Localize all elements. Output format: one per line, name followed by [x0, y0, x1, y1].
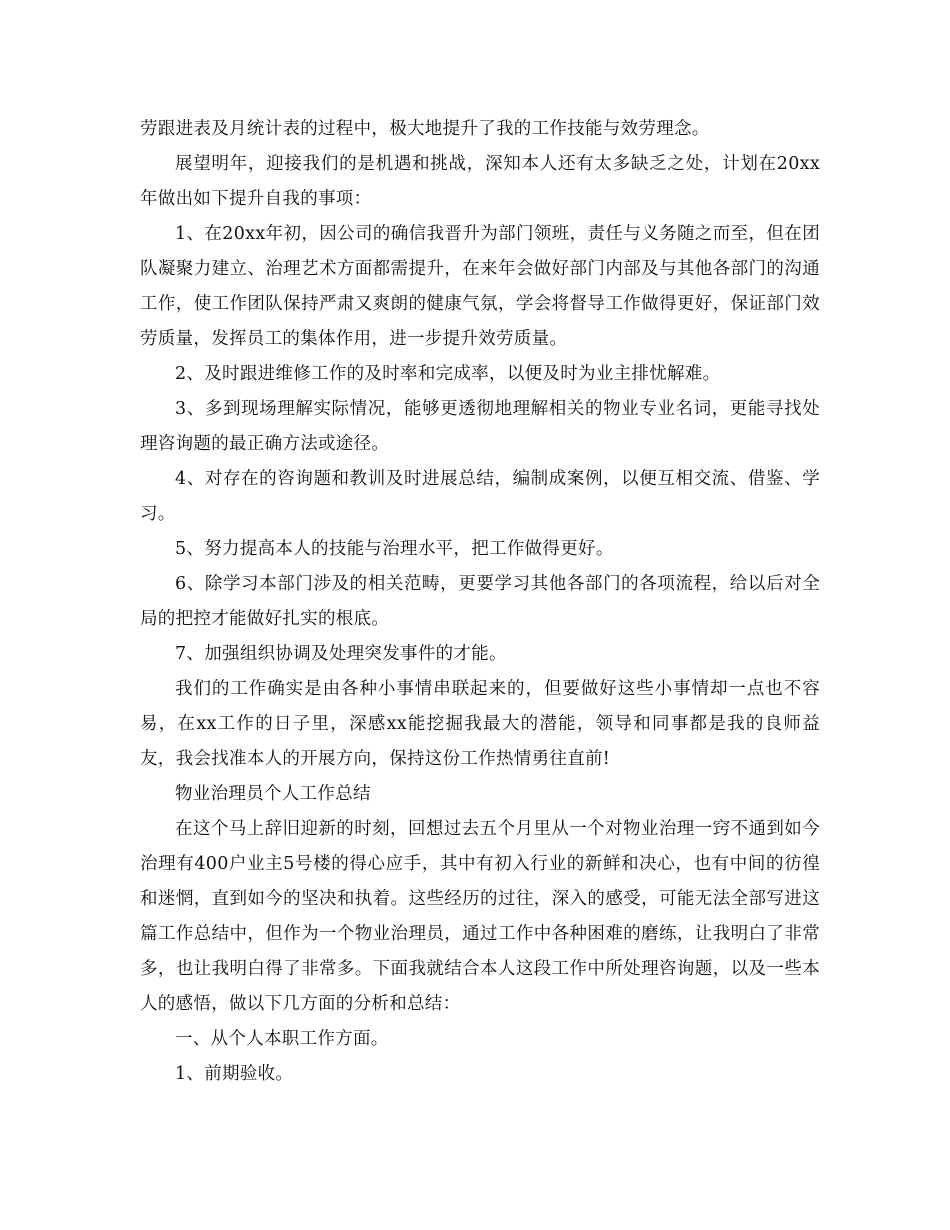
list-item-heading: 1、前期验收。: [175, 1064, 294, 1084]
section-heading: 物业治理员个人工作总结: [175, 784, 371, 804]
paragraph-item-2: 2、及时跟进维修工作的及时率和完成率，以便及时为业主排忧解难。: [175, 364, 721, 384]
paragraph-conclusion: 我们的工作确实是由各种小事情串联起来的，但要做好这些小事情却一点也不容易，在xx工作的日子里，深感xx能挖掘我最大的潜能，领导和同事都是我的良师益友，我会找准本人的开展方向，保持这份工作热情勇往直前!: [140, 679, 820, 769]
paragraph-intro: 在这个马上辞旧迎新的时刻，回想过去五个月里从一个对物业治理一窍不通到如今治理有400户业主5号楼的得心应手，其中有初入行业的新鲜和决心，也有中间的彷徨和迷惘，直到如今的坚决和执着。这些经历的过往，深入的感受，可能无法全部写进这篇工作总结中，但作为一个物业治理员，通过工作中各种困难的磨练，让我明白了非常多，也让我明白得了非常多。下面我就结合本人这段工作中所处理咨询题，以及一些本人的感悟，做以下几方面的分析和总结：: [140, 819, 820, 1014]
paragraph-continuation: 劳跟进表及月统计表的过程中，极大地提升了我的工作技能与效劳理念。: [140, 119, 710, 139]
paragraph-item-7: 7、加强组织协调及处理突发事件的才能。: [175, 644, 507, 664]
subsection-heading: 一、从个人本职工作方面。: [175, 1029, 389, 1049]
paragraph-item-4: 4、对存在的咨询题和教训及时进展总结，编制成案例，以便互相交流、借鉴、学习。: [140, 469, 820, 524]
paragraph-item-6: 6、除学习本部门涉及的相关范畴，更要学习其他各部门的各项流程，给以后对全局的把控才能做好扎实的根底。: [140, 574, 820, 629]
paragraph-item-3: 3、多到现场理解实际情况，能够更透彻地理解相关的物业专业名词，更能寻找处理咨询题的最正确方法或途径。: [140, 399, 820, 454]
paragraph-item-1: 1、在20xx年初，因公司的确信我晋升为部门领班，责任与义务随之而至，但在团队凝聚力建立、治理艺术方面都需提升，在来年会做好部门内部及与其他各部门的沟通工作，使工作团队保持严肃又爽朗的健康气氛，学会将督导工作做得更好，保证部门效劳质量，发挥员工的集体作用，进一步提升效劳质量。: [140, 224, 820, 349]
paragraph-outlook: 展望明年，迎接我们的是机遇和挑战，深知本人还有太多缺乏之处，计划在20xx年做出如下提升自我的事项：: [140, 154, 820, 209]
paragraph-item-5: 5、努力提高本人的技能与治理水平，把工作做得更好。: [175, 539, 614, 559]
document-body: [140, 112, 820, 1092]
